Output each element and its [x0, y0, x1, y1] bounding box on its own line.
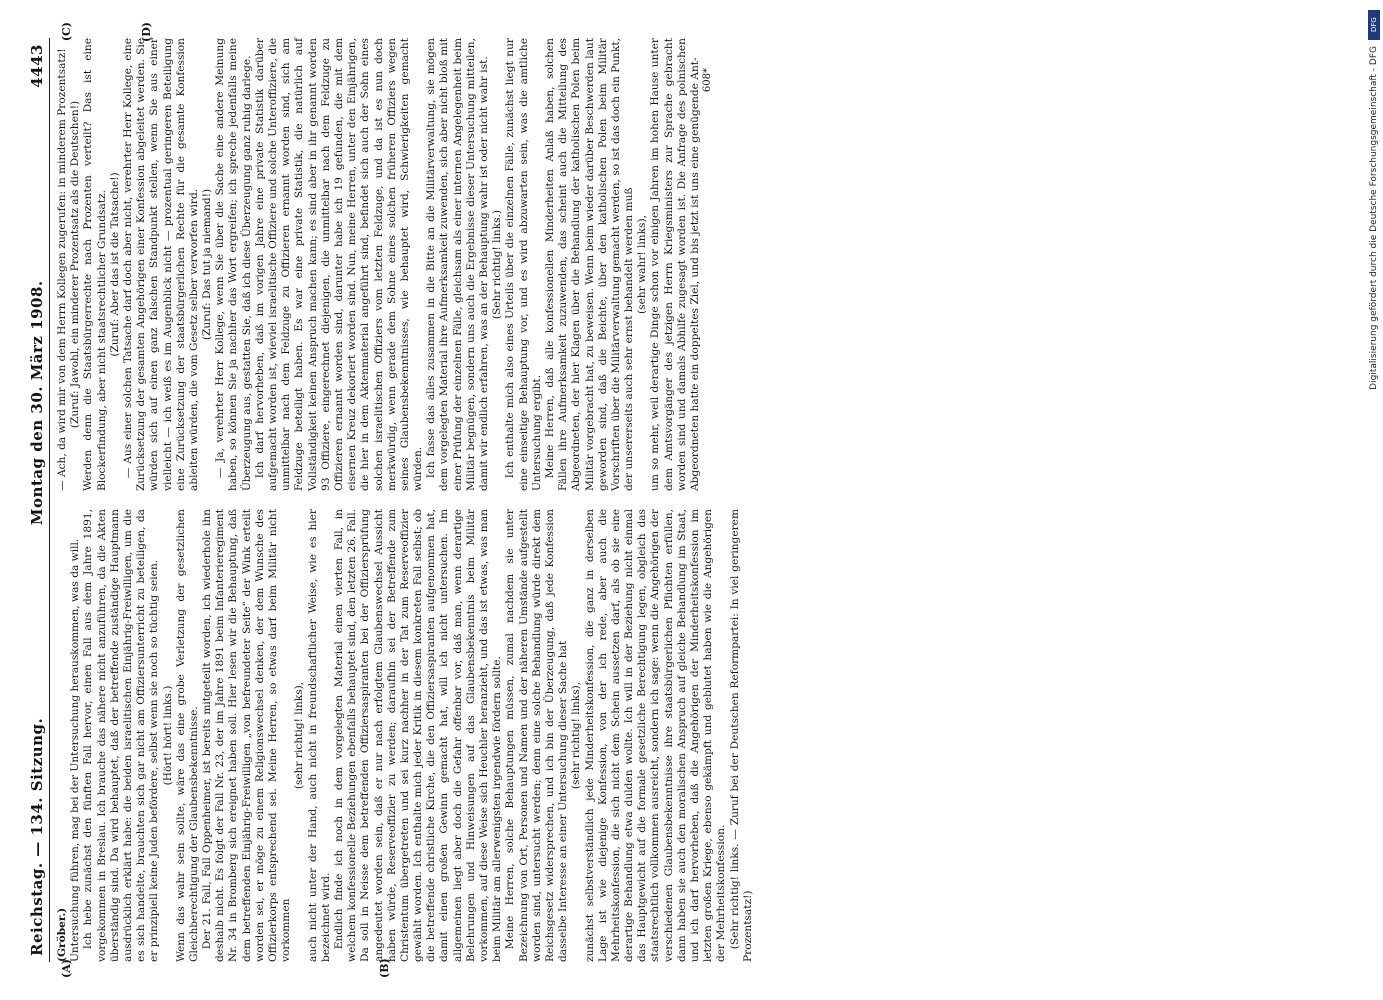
paragraph: — Aus einer solchen Tatsache darf doch aber nicht, verehrter Herr Kollege, eine Zurücksetzung der gesamten Angehörigen einer Konfession abgeleitet werden. Sie würden sich auf einen ganz falschen Standpunkt stellen, wenn Sie aus einer vielleicht — ich weiß es im Augenblick nicht — prozentual geringeren Beteiligung eine Zurücksetzung der staatsbürgerlichen Rechte für die gesamte Konfession ableiten würden, die vom Gesetz selber verworfen wird. — [121, 38, 200, 491]
header-date: Montag den 30. März 1908. — [27, 280, 46, 526]
interjection: (Zuruf: Aber das ist die Tatsache!) — [108, 172, 121, 357]
page-header — [28, 38, 50, 962]
text-columns — [55, 22, 755, 978]
interjection: (Sehr richtig! links. — Zuruf bei der Deutschen Reformpartei: In viel geringerem Prozentsatz!) — [728, 509, 754, 962]
paragraph: Untersuchung führen, mag bei der Untersuchung herauskommen, was da will. — [68, 538, 81, 962]
dfg-logo-icon: DFG — [1368, 10, 1380, 40]
paragraph: Ich darf hervorheben, daß im vorigen Jahre eine private Statistik darüber aufgemacht worden ist, wieviel israelitische Offiziere und solche Unteroffiziere, die unmittelbar nach dem Feldzuge zu Offizieren ernannt worden sind, sich am Feldzuge beteiligt haben. Es war eine private Statistik, die natürlich auf Vollständigkeit keinen Anspruch machen kann; es sind aber in ihr genannt worden 93 Offiziere, eingerechnet diejenigen, die unmittelbar nach dem Feldzuge zu Offizieren ernannt worden sind, darunter habe ich 19 gefunden, die mit dem eisernen Kreuz dekoriert worden sind. Nun, meine Herren, unter den Einjährigen, die hier in dem Aktenmaterial angeführt sind, befindet sich auch der Sohn eines solchen israelitischen Offiziers vom letzten Feldzuge, und da ist es nun doch merkwürdig, wenn gerade dem Sohne eines solchen früheren Offiziers wegen seines Glaubensbekenntnisses, wie behauptet wird, Schwierigkeiten gemacht würden. — [253, 38, 424, 491]
paragraph: zunächst selbstverständlich jede Minderheitskonfession, die ganz in derselben Lage ist wie diejenige Konfession, von der ich rede, aber auch die Mehrheitskonfession, die sich nicht dem Schein aussetzen darf, als ob sie eine derartige Behandlung etwa dulden wollte. Ich will in der Beziehung nicht einmal das Hauptgewicht auf die formale gesetzliche Berechtigung legen, obgleich das staatsrechtlich vollkommen ausreicht, sondern ich sage: wenn die Angehörigen der verschiedenen Glaubensbekenntnisse ihre staatsbürgerlichen Pflichten erfüllen, dann haben sie auch den moralischen Anspruch auf gleiche Behandlung im Staat, und ich darf hervorheben, daß die Angehörigen der Minderheitskonfession im letzten großen Kriege, ebenso gekämpft und geblutet haben wie die Angehörigen der Mehrheitskonfession. — [583, 509, 727, 962]
side-credit: Digitalisierung gefördert durch die Deutsche Forschungsgemeinschaft - DFG — [1369, 46, 1379, 390]
side-credit-strip — [1367, 0, 1381, 1000]
paragraph: — Ja, verehrter Herr Kollege, wenn Sie über die Sache eine andere Meinung haben, so können Sie ja nachher das Wort ergreifen; ich spreche jedenfalls meine Überzeugung aus, gestatten Sie, daß ich diese Überzeugung ganz ruhig darlege. — [213, 38, 253, 491]
marker-d: (D) — [139, 22, 153, 42]
paragraph: Werden denn die Staatsbürgerrechte nach Prozenten verteilt? Das ist eine Blockerfindung, aber nicht staatsrechtlicher Grundsatz. — [81, 38, 108, 491]
paragraph: Ich fasse das alles zusammen in die Bitte an die Militärverwaltung, sie mögen dem vorgelegten Material ihre Aufmerksamkeit zuwenden, sich aber nicht bloß mit einer Prüfung der einzelnen Fälle, gleichsam als einer internen Angelegenheit beim Militär begnügen, sondern uns auch die Ergebnisse dieser Untersuchung mitteilen, damit wir endlich erfahren, was an der Behauptung wahr ist oder nicht wahr ist. — [424, 38, 490, 491]
interjection: (sehr richtig! links), — [292, 681, 305, 790]
interjection: (Zuruf: Jawohl, ein minderer Prozentsatz als die Deutschen!) — [68, 100, 81, 429]
paragraph: Wenn das wahr sein sollte, wäre das eine grobe Verletzung der gesetzlichen Gleichberechtigung der Glaubensbekenntnisse. — [174, 509, 200, 962]
interjection: (Hört! hört! links.) — [161, 685, 173, 786]
interjection: (Zuruf: Das tut ja niemand!) — [200, 188, 213, 341]
interjection: (Sehr richtig! links.) — [490, 209, 503, 320]
left-column — [56, 509, 755, 962]
interjection: (sehr richtig! links), — [569, 681, 582, 790]
right-column — [56, 38, 755, 491]
marker-a: (A) — [59, 959, 73, 978]
page-footer: 608* — [701, 68, 713, 93]
paragraph: — Ach, da wird mir von dem Herrn Kollegen zugerufen: in minderem Prozentsatz! — [55, 48, 68, 491]
paragraph: Endlich finde ich noch in dem vorgelegten Material einen vierten Fall, in welchem konfessionelle Beziehungen ebenfalls behauptet sind, den letzten 26. Fall. Da soll in Neisse dem betreffenden Offiziersaspiranten bei der Offiziersprüfung angedeutet worden sein, daß er nur nach erfolgtem Glaubenswechsel Aussicht haben würde, Reserveoffizier zu werden; daraufhin sei der Betreffende zum Christentum übergetreten und sei kurz nachher in der Tat zum Reserveoffizier gewählt worden. Ich enthalte mich jeder Kritik in diesem konkreten Fall selbst; ob die betreffende christliche Kirche, die den Offiziersaspiranten aufgenommen hat, damit einen großen Gewinn gemacht hat, will ich nicht untersuchen. Im allgemeinen liegt aber doch die Gefahr offenbar vor, daß man, wenn derartige Belehrungen und Hinweisungen auf das Glaubensbekenntnis beim Militär vorkommen, auf diese Weise sich Heuchler heranzieht, und das ist etwas, was man beim Militär am allerwenigsten irgendwie fördern sollte. — [332, 509, 503, 962]
paragraph: Ich enthalte mich also eines Urteils über die einzelnen Fälle, zunächst liegt nur eine einseitige Behauptung vor, und es wird abzuwarten sein, was die amtliche Untersuchung ergibt. — [503, 38, 543, 491]
marker-b: (B) — [377, 958, 390, 978]
paragraph: Der 21. Fall, Fall Oppenheimer, ist bereits mitgeteilt worden, ich wiederhole ihn deshalb nicht. Es folgt der Fall Nr. 23, der im Jahre 1891 beim Infanterieregiment Nr. 34 in Bromberg sich ereignet haben soll. Hier lesen wir die Behauptung, daß dem betreffenden Einjährig-Freiwilligen „von befreundeter Seite“ der Wink erteilt worden sei, er möge zu einem Religionswechsel denken, der dem Wunsche des Offizierkorps entsprechend sei. Meine Herren, so etwas darf beim Militär nicht vorkommen — [200, 509, 292, 962]
paragraph: Ich hebe zunächst den fünften Fall hervor, einen Fall aus dem Jahre 1891, vorgekommen in Breslau. Ich brauche das nähere nicht anzuführen, da die Akten überständig sind. Da wird behauptet, daß der betreffende zuständige Hauptmann ausdrücklich erklärt habe: die beiden israelitischen Einjährig-Freiwilligen, um die es sich handelte, brauchten sich gar nicht am Offiziersunterricht zu beteiligen, da er prinzipiell keine Juden befördere, selbst wenn sie noch so tüchtig seien. — [81, 509, 160, 962]
paragraph: Meine Herren, daß alle konfessionellen Minderheiten Anlaß haben, solchen Fällen ihre Aufmerksamkeit zuzuwenden, das scheint auch die Mitteilung des Abgeordneten, der hier Klagen über die Behandlung der katholischen Polen beim Militär vorgebracht hat, zu beweisen. Wenn beim wieder darüber Beschwerden laut geworden sind, daß die Beichte, über den katholischen Polen beim Militär Vorschriften über die Militärverwaltung gemacht werden, so ist das doch ein Punkt, der unsererseits auch sehr ernst behandelt werden muß — [543, 38, 635, 491]
page-number: 4443 — [27, 44, 46, 88]
paragraph: um so mehr, weil derartige Dinge schon vor einigen Jahren im hohen Hause unter dem Amtsvorgänger des jetzigen Herrn Kriegsministers zur Sprache gebracht worden sind und damals Abhilfe zugesagt worden ist. Die Anfrage des polnischen Abgeordneten hatte ein doppeltes Ziel, und bis jetzt ist uns eine genügende Ant- — [648, 38, 701, 491]
paragraph: auch nicht unter der Hand, auch nicht in freundschaftlicher Weise, wie es hier bezeichnet wird. — [306, 509, 332, 962]
marker-c: (C) — [59, 22, 73, 42]
interjection: (sehr wahr! links), — [635, 215, 648, 314]
speaker-name: (Gröber.) — [55, 907, 68, 962]
header-left: Reichstag. — 134. Sitzung. — [27, 717, 46, 956]
paragraph: Meine Herren, solche Behauptungen müssen, zumal nachdem sie unter Bezeichnung von Ort, Personen und Namen und der näheren Umstände aufgestellt worden sind, untersucht werden; denn eine solche Behandlung würde direkt dem Reichsgesetz widersprechen, und ich bin der Überzeugung, daß jede Konfession dasselbe Interesse an einer Untersuchung dieser Sache hat — [503, 509, 569, 962]
rotated-page — [22, 20, 1362, 980]
